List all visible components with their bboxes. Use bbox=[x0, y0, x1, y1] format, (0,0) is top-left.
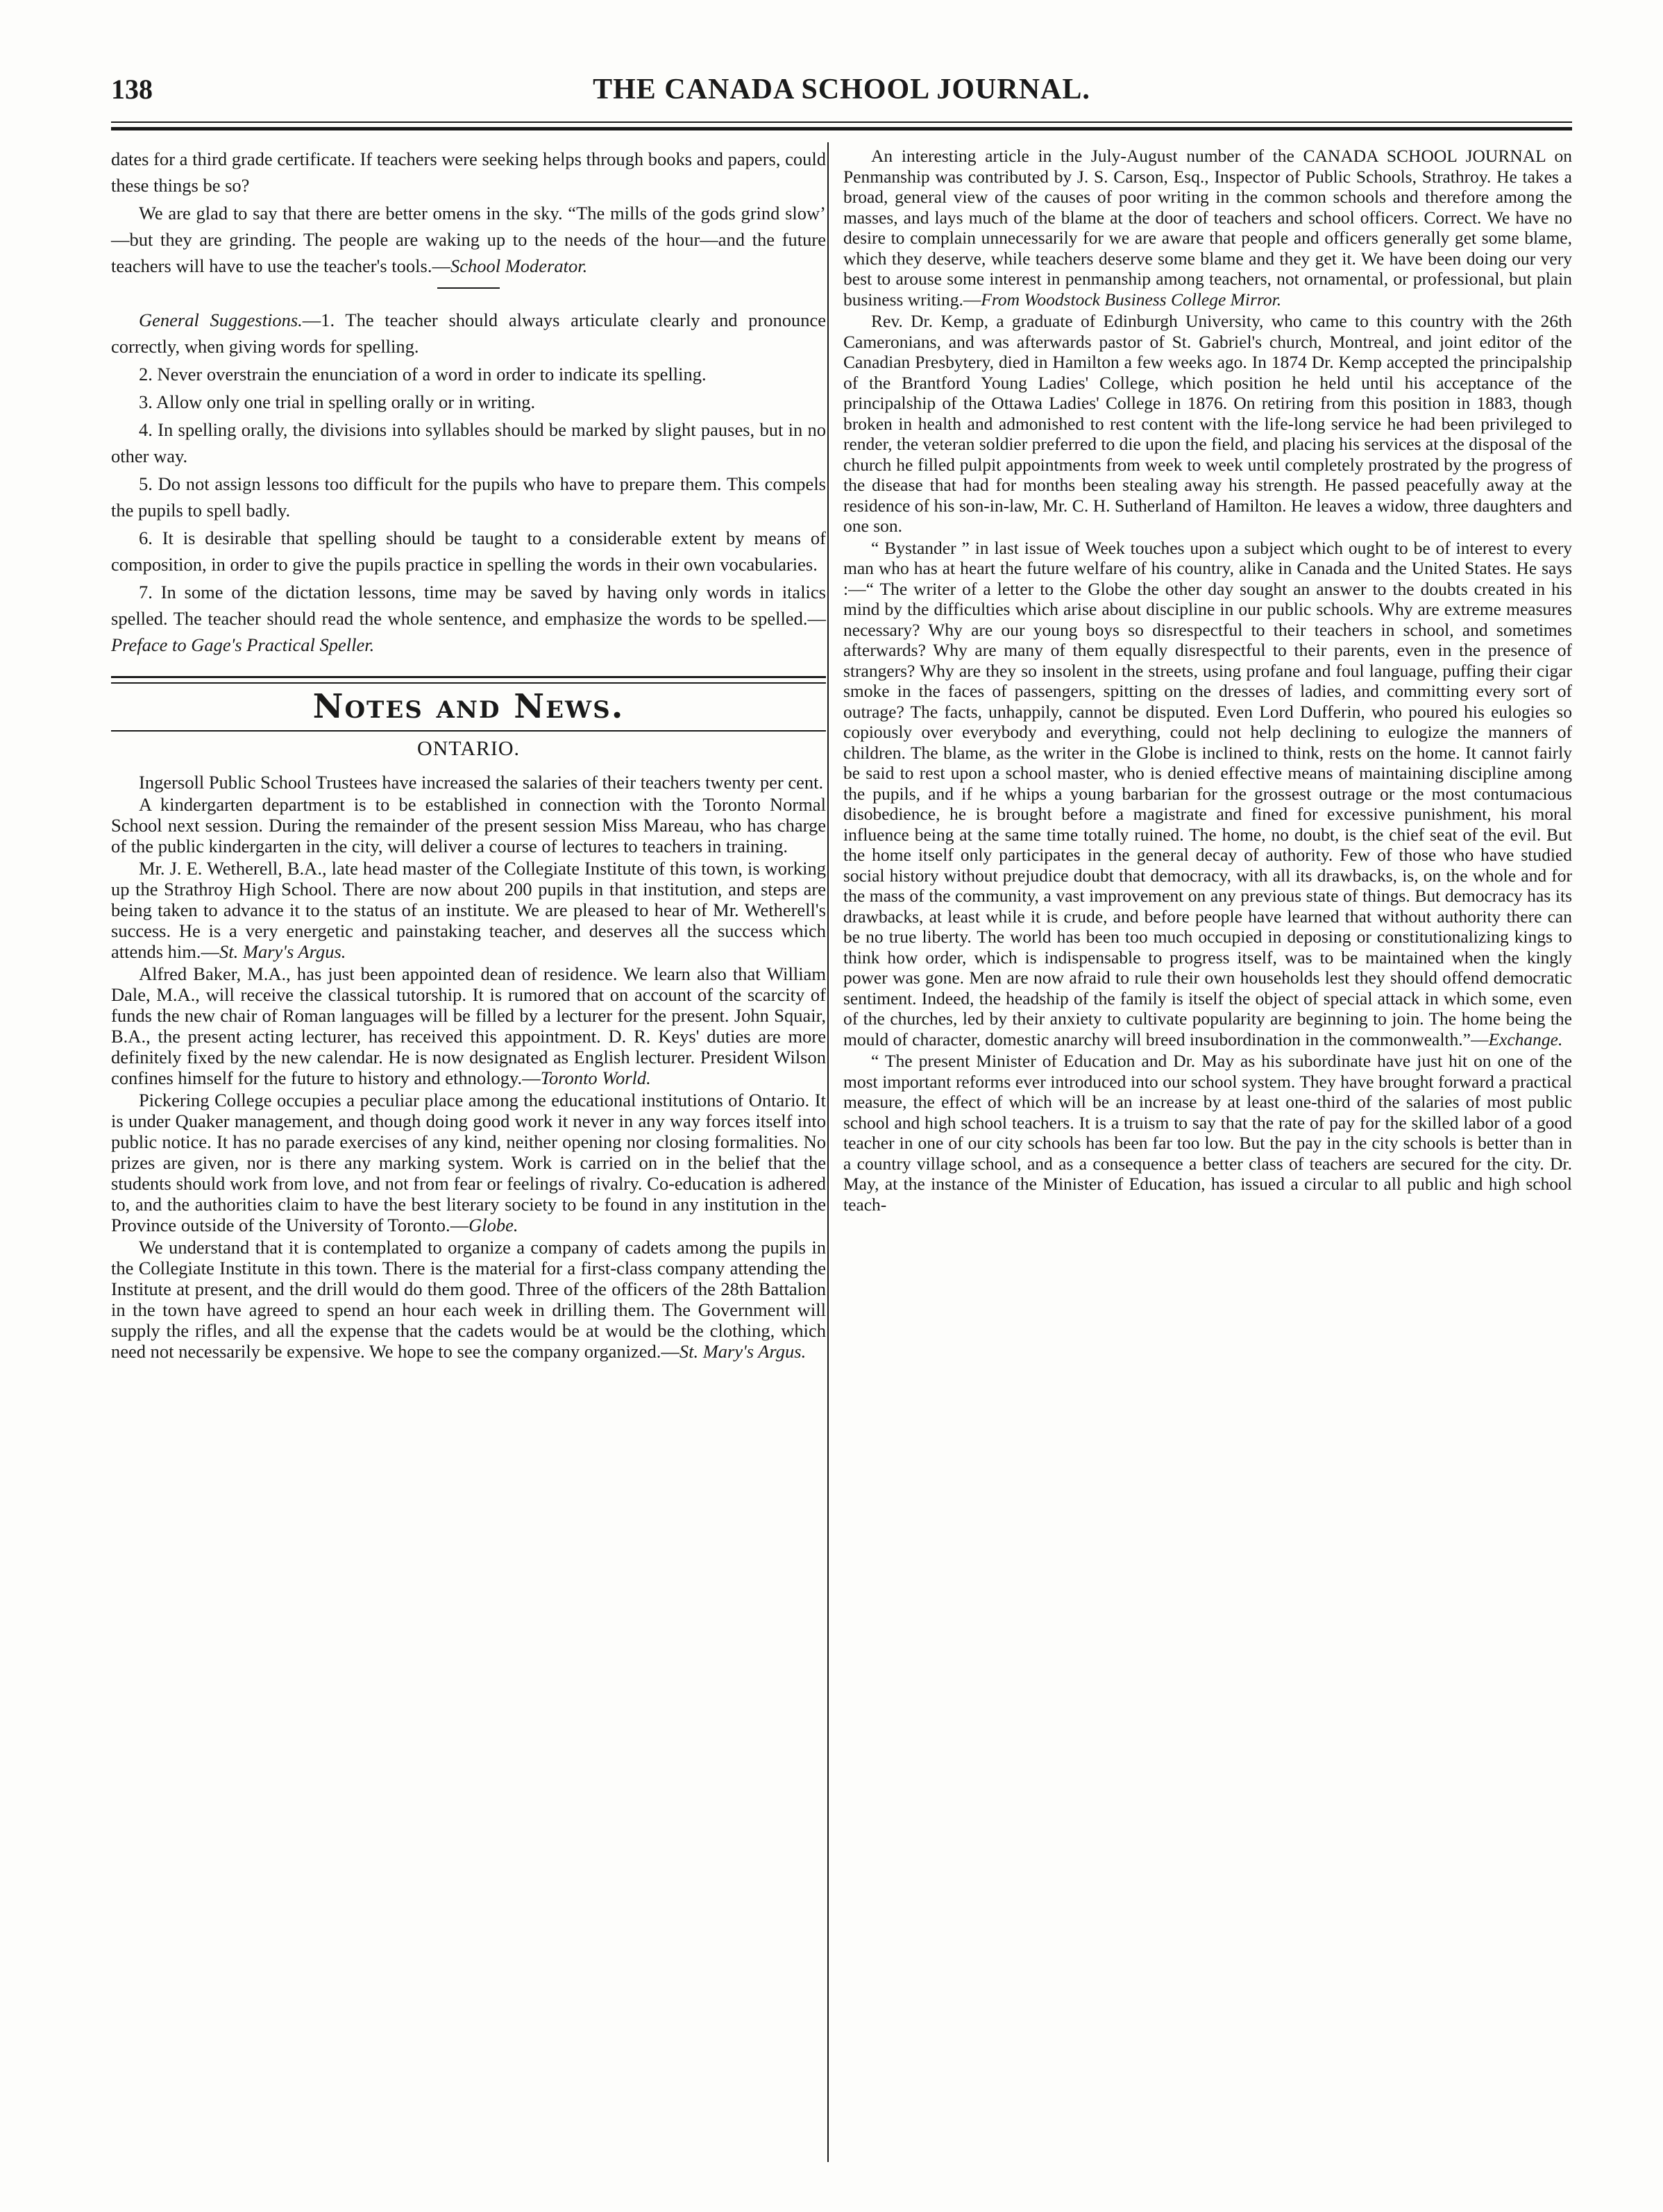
suggestion-text-1: —1. The teacher should always articulate clearly and pronounce correctly, when giving words for spelling. bbox=[111, 310, 826, 357]
suggestion-7 bbox=[111, 579, 826, 658]
right-paragraph-2: Rev. Dr. Kemp, a graduate of Edinburgh University, who came to this country with the 26th Cameronians, and was afterwards pastor of St. Gabriel's church, Montreal, and joint editor of the Canadian Presbytery, died in Hamilton a few weeks ago. In 1874 Dr. Kemp accepted the principalship of the Brantford Young Ladies' College, which position he held until his acceptance of the principalship of the Ottawa Ladies' College in 1876. On retiring from this position in 1883, though broken in health and admonished to rest content with the life-long service he had been privileged to render, the veteran soldier preferred to die upon the field, and placing his services at the disposal of the church he filled pulpit appointments from week to week until completely prostrated by the progress of the disease that had for months been stealing away his strength. He passed peacefully away at the residence of his son-in-law, Mr. C. H. Sutherland of Hamilton. He leaves a widow, three daughters and one son. bbox=[843, 311, 1572, 536]
intro-paragraph-2 bbox=[111, 200, 826, 279]
news-list bbox=[111, 772, 826, 1362]
page-number: 138 bbox=[111, 74, 153, 105]
suggestion-2: 2. Never overstrain the enunciation of a word in order to indicate its spelling. bbox=[139, 364, 707, 385]
column-divider bbox=[827, 142, 829, 2162]
left-column bbox=[111, 146, 826, 1363]
news-item-1: Ingersoll Public School Trustees have increased the salaries of their teachers twenty per cent. bbox=[139, 772, 824, 793]
news-text-4: Alfred Baker, M.A., has just been appointed dean of residence. We learn also that William Dale, M.A., will receive the classical tutorship. It is rumored that on account of the scarcity of funds the new chair of Roman languages will be filled by a lecturer for the present. John Squair, B.A., the present acting lecturer, has received this appointment. D. R. Keys' duties are more definitely fixed by the new calendar. He is now designated as English lecturer. President Wilson confines himself for the future to history and ethnology.— bbox=[111, 963, 826, 1088]
section-rule-top bbox=[111, 676, 826, 678]
short-divider bbox=[437, 287, 500, 289]
news-item-2: A kindergarten department is to be established in connection with the Toronto Normal School next session. During the remainder of the present session Miss Mareau, who has charge of the public kindergarten in the city, will deliver a course of lectures to teachers in training. bbox=[111, 794, 826, 856]
intro-text-2: We are glad to say that there are better omens in the sky. “The mills of the gods grind slow’ —but they are grinding. The people are waking up to the needs of the hour—and the future teachers will have to use the teacher's tools.— bbox=[111, 203, 826, 276]
news-item-6 bbox=[111, 1237, 826, 1362]
suggestions-lead: General Suggestions. bbox=[139, 310, 303, 330]
right-paragraph-3 bbox=[843, 538, 1572, 1050]
suggestion-1 bbox=[111, 307, 826, 360]
suggestions-source: Preface to Gage's Practical Speller. bbox=[111, 634, 375, 655]
right-text-1: An interesting article in the July-August number of the CANADA SCHOOL JOURNAL on Penmanship was contributed by J. S. Carson, Esq., Inspector of Public Schools, Strathroy. He takes a broad, general view of the causes of poor writing in the common schools and therefore among the masses, and lays much of the blame at the door of teachers and school officers. Correct. We have no desire to complain unnecessarily for we are aware that people and officers generally get some blame, which they deserve, while teachers deserve some blame and they get it. We have been doing our very best to arouse some interest in penmanship among teachers, not ornamental, or professional, but plain business writing.— bbox=[843, 146, 1572, 310]
right-column bbox=[843, 146, 1572, 1216]
section-title-rule bbox=[111, 730, 826, 732]
section-title: Notes and News. bbox=[312, 687, 625, 726]
suggestion-4: 4. In spelling orally, the divisions into syllables should be marked by slight pauses, but in no other way. bbox=[111, 419, 826, 466]
suggestion-text-7: 7. In some of the dictation lessons, time may be saved by having only words in italics spelled. The teacher should read the whole sentence, and emphasize the words to be spelled.— bbox=[111, 582, 826, 629]
header-rule-bottom bbox=[111, 127, 1572, 130]
news-source-5: Globe. bbox=[468, 1215, 518, 1235]
right-source-3: Exchange. bbox=[1488, 1029, 1563, 1049]
news-item-4 bbox=[111, 963, 826, 1088]
right-text-3: “ Bystander ” in last issue of Week touches upon a subject which ought to be of interest to every man who has at heart the future welfare of his country, alike in Canada and the United States. He says :—“ The writer of a letter to the Globe the other day sought an answer to the doubts created in his mind by the difficulties which arise about discipline in our public schools. Why are extreme measures necessary? Why are our young boys so disrespectful to their teachers in school, and sometimes afterwards? Why are many of them equally disrespectful to their parents, even in the presence of strangers? Why are they so insolent in the streets, using profane and foul language, puffing their cigar smoke in the faces of passengers, spitting on the dresses of ladies, and committing every sort of outrage? The facts, unhappily, cannot be disputed. Even Lord Dufferin, who poured his eulogies so copiously over everybody and everything, could not help declining to eulogize the manners of children. The blame, as the writer in the Globe is inclined to think, rests on the home. It cannot fairly be said to rest upon a school master, who is denied effective means of maintaining discipline among the pupils, and if he whips a young barbarian for the grossest outrage or the most contumacious disobedience, he is brought before a magistrate and fined for excessive punishment, his moral influence being at the same time totally ruined. The home, no doubt, is the chief seat of the evil. But the home itself only participates in the general decay of authority. Few of those who have studied social history without prejudice doubt that democracy, with all its drawbacks, is, on the whole and for the mass of the community, a vast improvement on any previous state of things. But democracy has its drawbacks, at least while it is crude, and before people have learned that without authority there can be no true liberty. The world has been too much occupied in deposing or constitutionalizing kings to think how order, which is indispensable to progress itself, was to be maintained when the kingly power was gone. Men are now afraid to rule their own households lest they should offend democratic sentiment. Indeed, the headship of the family is itself the object of special attack in which some, even of the churches, led by their anxiety to cultivate popularity are beginning to join. The home being the mould of character, domestic anarchy will breed insubordination in the commonwealth.”— bbox=[843, 537, 1572, 1049]
journal-title: THE CANADA SCHOOL JOURNAL. bbox=[593, 74, 1090, 105]
news-text-6: We understand that it is contemplated to organize a company of cadets among the pupils in the Collegiate Institute in this town. There is the material for a first-class company attending the Institute at present, and the drill would do them good. Three of the officers of the 28th Battalion in the town have agreed to spend an hour each week in drilling them. The Government will supply the rifles, and all the expense that the cadets would be at would be the clothing, which need not necessarily be expensive. We hope to see the company organized.— bbox=[111, 1237, 826, 1362]
news-source-3: St. Mary's Argus. bbox=[219, 941, 346, 962]
intro-source: School Moderator. bbox=[450, 255, 588, 276]
news-source-4: Toronto World. bbox=[540, 1067, 651, 1088]
right-paragraph-1 bbox=[843, 146, 1572, 310]
right-paragraph-4: “ The present Minister of Education and Dr. May as his subordinate have just hit on one of the most important reforms ever introduced into our school system. They have brought forward a practical measure, the effect of which will be an increase by at least one-third of the salaries of most public school and high school teachers. It is a truism to say that the rate of pay for the skilled labor of a good teacher in one of our city schools has been far too low. But the pay in the city schools is better than in a country village school, and as a consequence a better class of teachers are secured for the city. Dr. May, at the instance of the Minister of Education, has issued a circular to all public and high school teach- bbox=[843, 1051, 1572, 1215]
suggestion-5: 5. Do not assign lessons too difficult for the pupils who have to prepare them. This compels the pupils to spell badly. bbox=[111, 473, 826, 521]
suggestion-3: 3. Allow only one trial in spelling orally or in writing. bbox=[139, 391, 536, 412]
news-item-3 bbox=[111, 858, 826, 962]
page-header bbox=[111, 73, 1572, 108]
intro-paragraph-1: dates for a third grade certificate. If teachers were seeking helps through books and papers, could these things be so? bbox=[111, 149, 826, 196]
header-rule-top bbox=[111, 121, 1572, 123]
news-source-6: St. Mary's Argus. bbox=[679, 1341, 807, 1362]
subsection-title: ONTARIO. bbox=[416, 736, 521, 760]
suggestion-6: 6. It is desirable that spelling should be taught to a considerable extent by means of composition, in order to give the pupils practice in spelling the words in their own vocabularies. bbox=[111, 527, 826, 575]
news-item-5 bbox=[111, 1090, 826, 1235]
section-rule-bottom bbox=[111, 682, 826, 684]
right-source-1: From Woodstock Business College Mirror. bbox=[981, 289, 1282, 310]
news-text-3: Mr. J. E. Wetherell, B.A., late head master of the Collegiate Institute of this town, is working up the Strathroy High School. There are now about 200 pupils in that institution, and steps are being taken to advance it to the status of an institute. We are pleased to hear of Mr. Wetherell's success. He is a very energetic and painstaking teacher, and deserves all the success which attends him.— bbox=[111, 858, 826, 962]
news-text-5: Pickering College occupies a peculiar place among the educational institutions of Ontario. It is under Quaker management, and though doing good work it never in any way forces itself into public notice. It has no parade exercises of any kind, neither opening nor closing formalities. No prizes are given, nor is there any marking system. Work is carried on in the belief that the students should work from love, and not from fear or feelings of rivalry. Co-education is adhered to, and the authorities claim to have the best literary society to be found in any institution in the Province outside of the University of Toronto.— bbox=[111, 1090, 826, 1235]
